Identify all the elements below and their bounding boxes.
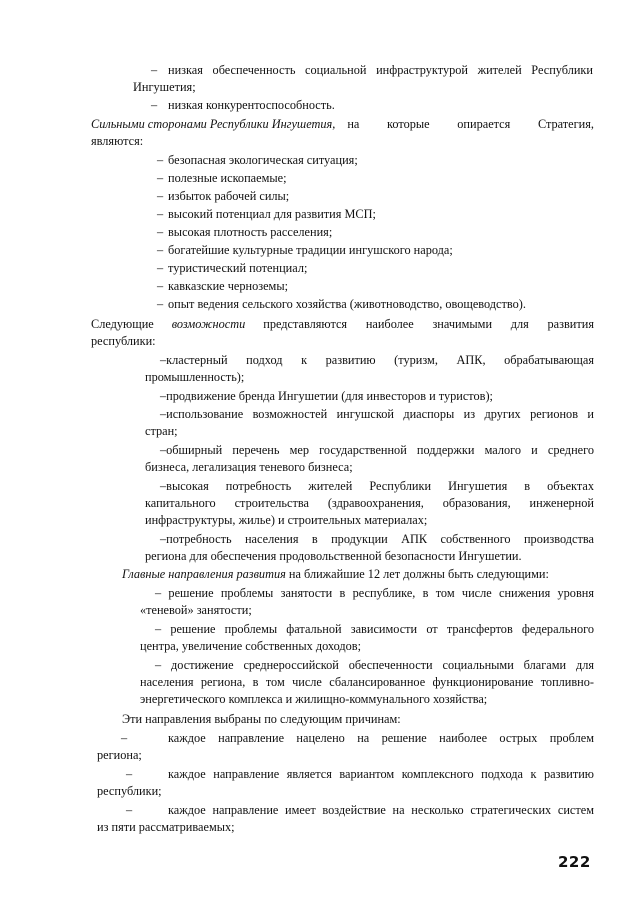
- direction-line: энергетического комплекса и жилищно-коммунального хозяйства;: [140, 692, 488, 706]
- opportunities-intro-italic: возможности: [171, 317, 246, 331]
- reason-line: региона;: [97, 748, 142, 762]
- opportunity-line: капитального строительства (здравоохранения, образования, инженерной: [145, 496, 594, 510]
- strengths-intro-italic: Сильными сторонами Республики Ингушетия,: [91, 117, 336, 131]
- reason-line: каждое направление нацелено на решение наиболее острых проблем: [168, 731, 594, 745]
- dash: –: [121, 731, 128, 745]
- dash: –: [157, 225, 164, 239]
- dash: –: [157, 153, 164, 167]
- directions-intro: [122, 567, 549, 582]
- list-item-continuation: Ингушетия;: [133, 80, 196, 94]
- dash: –: [151, 63, 158, 77]
- opportunity-line: инфраструктуры, жилье) и строительных материалах;: [145, 513, 428, 527]
- reason-line: каждое направление является вариантом комплексного подхода к развитию: [168, 767, 594, 781]
- strength-item: высокий потенциал для развития МСП;: [168, 207, 376, 221]
- direction-line: – достижение среднероссийской обеспеченности социальными благами для: [155, 658, 594, 672]
- direction-line: – решение проблемы фатальной зависимости от трансфертов федерального: [155, 622, 594, 636]
- reasons-intro: Эти направления выбраны по следующим причинам:: [122, 712, 401, 726]
- opportunity-line: стран;: [145, 424, 178, 438]
- dash: –: [157, 171, 164, 185]
- dash: –: [126, 767, 133, 781]
- strength-item: полезные ископаемые;: [168, 171, 287, 185]
- strength-item: туристический потенциал;: [168, 261, 308, 275]
- directions-intro-italic: Главные направления развития: [122, 567, 286, 581]
- opportunity-line: –использование возможностей ингушской диаспоры из других регионов и: [160, 407, 594, 421]
- dash: –: [157, 297, 164, 311]
- strengths-intro-rest: на которые опирается Стратегия,: [347, 117, 594, 131]
- list-item: низкая обеспеченность социальной инфраструктурой жителей Республики: [168, 63, 593, 77]
- dash: –: [157, 243, 164, 257]
- strength-item: высокая плотность расселения;: [168, 225, 333, 239]
- strength-item: богатейшие культурные традиции ингушского народа;: [168, 243, 453, 257]
- page-number: 222: [558, 853, 591, 871]
- direction-line: центра, увеличение собственных доходов;: [140, 639, 362, 653]
- opportunity-line: промышленность);: [145, 370, 245, 384]
- strengths-intro-line2: являются:: [91, 134, 144, 148]
- opportunity-line: –кластерный подход к развитию (туризм, АПК, обрабатывающая: [160, 353, 594, 367]
- opportunity-line: –потребность населения в продукции АПК собственного производства: [160, 532, 594, 546]
- opportunities-intro-b: представляются наиболее значимыми для развития: [263, 317, 594, 331]
- reason-line: республики;: [97, 784, 162, 798]
- direction-line: – решение проблемы занятости в республике, в том числе снижения уровня: [155, 586, 594, 600]
- list-item: низкая конкурентоспособность.: [168, 98, 335, 112]
- opportunity-line: бизнеса, легализация теневого бизнеса;: [145, 460, 353, 474]
- opportunities-intro: [91, 317, 594, 332]
- opportunities-intro-line2: республики:: [91, 334, 156, 348]
- dash: –: [151, 98, 158, 112]
- strengths-intro: [91, 117, 594, 132]
- strength-item: кавказские черноземы;: [168, 279, 288, 293]
- reason-line: из пяти рассматриваемых;: [97, 820, 235, 834]
- strength-item: опыт ведения сельского хозяйства (животноводство, овощеводство).: [168, 297, 526, 311]
- direction-line: «теневой» занятости;: [140, 603, 252, 617]
- dash: –: [157, 279, 164, 293]
- strength-item: избыток рабочей силы;: [168, 189, 290, 203]
- opportunity-line: –высокая потребность жителей Республики Ингушетия в объектах: [160, 479, 594, 493]
- dash: –: [157, 207, 164, 221]
- opportunities-intro-a: Следующие: [91, 317, 154, 331]
- opportunity-line: –обширный перечень мер государственной поддержки малого и среднего: [160, 443, 594, 457]
- reason-line: каждое направление имеет воздействие на несколько стратегических систем: [168, 803, 594, 817]
- direction-line: населения региона, в том числе сбалансированное функционирование топливно-: [140, 675, 594, 689]
- dash: –: [157, 189, 164, 203]
- dash: –: [157, 261, 164, 275]
- dash: –: [126, 803, 133, 817]
- opportunity-line: региона для обеспечения продовольственной безопасности Ингушетии.: [145, 549, 522, 563]
- opportunity-line: –продвижение бренда Ингушетии (для инвесторов и туристов);: [160, 389, 493, 403]
- directions-intro-rest: на ближайшие 12 лет должны быть следующими:: [288, 567, 549, 581]
- strength-item: безопасная экологическая ситуация;: [168, 153, 358, 167]
